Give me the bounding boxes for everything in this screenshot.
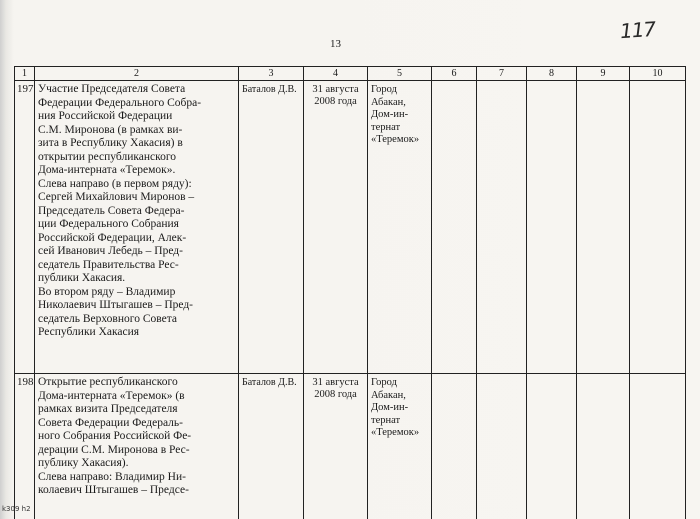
column-number: 3 <box>239 67 304 81</box>
description-line: Во втором ряду – Владимир <box>38 285 176 298</box>
description-line: Председатель Совета Федера- <box>38 204 185 217</box>
description-line: седатель Правительства Рес- <box>38 258 179 271</box>
photo-place <box>368 374 432 519</box>
column-number-row <box>15 67 686 81</box>
place-line: тернат <box>371 414 401 426</box>
description-line: публику Хакасия). <box>38 457 129 469</box>
place-line: Абакан, <box>371 96 406 108</box>
description-line: колаевич Штыгашев – Предсе- <box>38 484 189 496</box>
date-line: 2008 года <box>314 96 357 107</box>
date-line: 31 августа <box>312 377 359 388</box>
photo-date <box>304 81 368 374</box>
description-line: дерации С.М. Миронова в Рес- <box>38 443 190 456</box>
date-line: 31 августа <box>312 84 359 95</box>
description-line: С.М. Миронова (в рамках ви- <box>38 123 183 136</box>
description-line: зита в Республику Хакасия) в <box>38 137 183 149</box>
description-line: Республики Хакасия <box>38 326 140 338</box>
description-line: Слева направо (в первом ряду): <box>38 177 192 190</box>
column-number: 8 <box>527 67 577 81</box>
handwritten-sheet-number: 117 <box>619 16 656 44</box>
photo-description <box>35 81 239 374</box>
place-line: «Теремок» <box>371 427 420 438</box>
place-line: Город <box>371 377 397 388</box>
empty-cell <box>527 81 577 374</box>
date-line: 2008 года <box>314 389 357 400</box>
photo-description <box>35 374 239 519</box>
description-line: Совета Федерации Федераль- <box>38 416 183 429</box>
empty-cell <box>577 374 630 519</box>
description-line: ного Собрания Российской Фе- <box>38 430 192 442</box>
column-number: 10 <box>630 67 686 81</box>
empty-cell <box>432 374 477 519</box>
description-line: Открытие республиканского <box>38 376 178 388</box>
photo-author: Баталов Д.В. <box>239 81 304 374</box>
place-line: тернат <box>371 121 401 133</box>
empty-cell <box>477 81 527 374</box>
description-line: Николаевич Штыгашев – Пред- <box>38 299 194 311</box>
column-number: 1 <box>15 67 35 81</box>
column-number: 9 <box>577 67 630 81</box>
description-line: Дома-интерната «Теремок». <box>38 164 176 176</box>
footer-archive-code: k309 h2 <box>2 505 31 513</box>
description-line: Дома-интерната «Теремок» (в <box>38 389 185 402</box>
photo-place <box>368 81 432 374</box>
empty-cell <box>577 81 630 374</box>
photo-register-table <box>14 66 686 519</box>
column-number: 7 <box>477 67 527 81</box>
description-line: Сергей Михайлович Миронов – <box>38 191 195 203</box>
description-line: Федерации Федерального Собра- <box>38 96 202 109</box>
photo-author: Баталов Д.В. <box>239 374 304 519</box>
column-number: 2 <box>35 67 239 81</box>
empty-cell <box>432 81 477 374</box>
description-line: ния Российской Федерации <box>38 110 173 122</box>
photo-date <box>304 374 368 519</box>
row-number: 197 <box>15 81 35 374</box>
place-line: Дом-ин- <box>371 109 409 120</box>
description-line: Слева направо: Владимир Ни- <box>38 470 186 483</box>
description-line: публики Хакасия. <box>38 272 126 284</box>
table-row <box>15 81 686 374</box>
place-line: Абакан, <box>371 389 406 401</box>
empty-cell <box>630 374 686 519</box>
description-line: сей Иванович Лебедь – Пред- <box>38 245 183 257</box>
place-line: Дом-ин- <box>371 402 409 413</box>
place-line: Город <box>371 84 397 95</box>
column-number: 5 <box>368 67 432 81</box>
description-line: рамках визита Председателя <box>38 403 178 415</box>
column-number: 6 <box>432 67 477 81</box>
description-line: седатель Верховного Совета <box>38 312 177 325</box>
description-line: Российской Федерации, Алек- <box>38 231 187 244</box>
empty-cell <box>527 374 577 519</box>
table-row <box>15 374 686 519</box>
description-line: ции Федерального Собрания <box>38 218 179 230</box>
place-line: «Теремок» <box>371 134 420 145</box>
description-line: открытии республиканского <box>38 150 177 163</box>
column-number: 4 <box>304 67 368 81</box>
empty-cell <box>477 374 527 519</box>
page-number: 13 <box>330 38 341 50</box>
empty-cell <box>630 81 686 374</box>
description-line: Участие Председателя Совета <box>38 83 186 95</box>
row-number: 198 <box>15 374 35 519</box>
